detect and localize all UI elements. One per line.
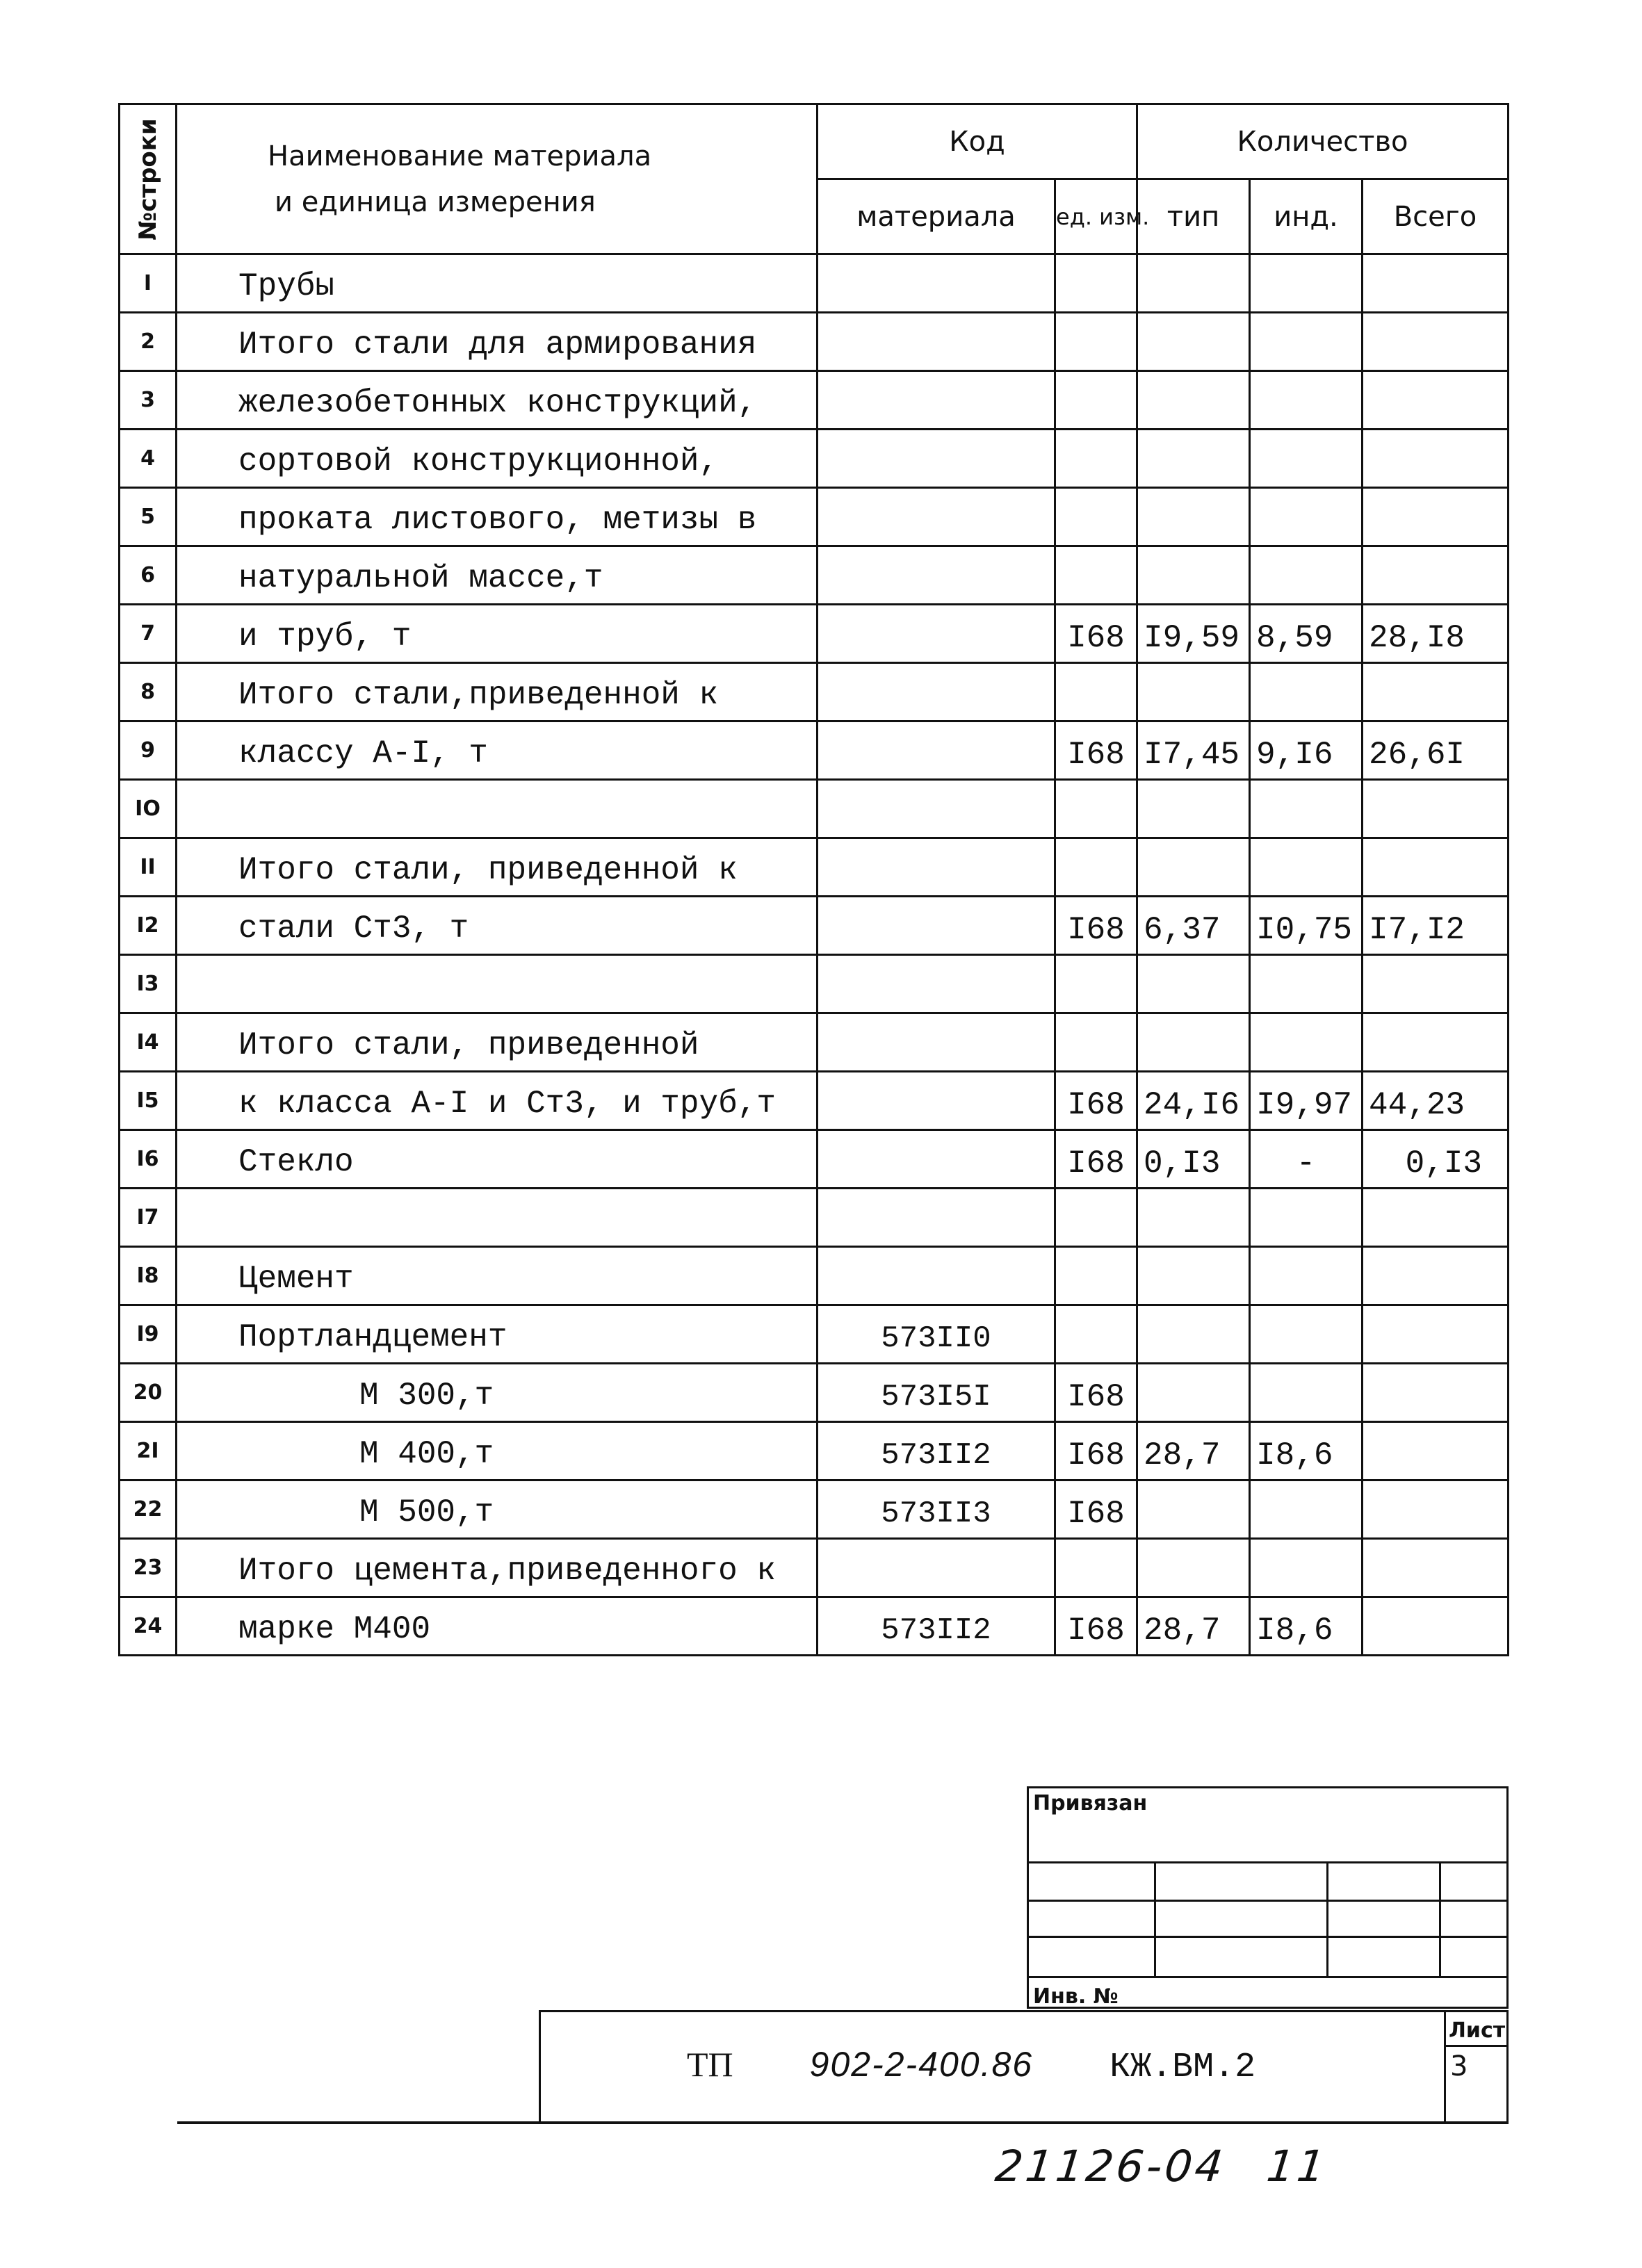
material-name-cell (177, 780, 818, 838)
material-code-cell (818, 780, 1055, 838)
qty-total-cell (1363, 313, 1509, 371)
attachment-divider-1 (1154, 1861, 1156, 1976)
qty-ind-cell: 8,59 (1250, 605, 1363, 663)
qty-ind-cell (1250, 430, 1363, 488)
unit-code-cell: I68 (1055, 1422, 1137, 1480)
unit-code-cell (1055, 838, 1137, 897)
material-name-cell: Стекло (177, 1130, 818, 1189)
unit-code-cell: I68 (1055, 1480, 1137, 1539)
qty-total-cell: 44,23 (1363, 1072, 1509, 1130)
unit-code-cell: I68 (1055, 1130, 1137, 1189)
row-number-cell: 3 (120, 371, 177, 430)
material-name-header-line1: Наименование материала (268, 140, 652, 172)
qty-type-cell (1137, 955, 1250, 1013)
qty-type-cell (1137, 1247, 1250, 1305)
unit-code-cell (1055, 371, 1137, 430)
sheet-number-box (1444, 2010, 1509, 2121)
material-code-cell (818, 605, 1055, 663)
material-code-cell (818, 663, 1055, 721)
material-name-cell: натуральной массе,т (177, 546, 818, 605)
material-code-cell (818, 1189, 1055, 1247)
qty-total-cell (1363, 780, 1509, 838)
qty-type-cell: 0,I3 (1137, 1130, 1250, 1189)
row-number-cell: I4 (120, 1013, 177, 1072)
row-number-header (120, 104, 177, 254)
unit-code-cell (1055, 1247, 1137, 1305)
table-row (120, 1422, 1509, 1480)
material-code-header: материала (818, 179, 1055, 254)
qty-total-cell: 0,I3 (1363, 1130, 1509, 1189)
qty-total-cell (1363, 1422, 1509, 1480)
qty-ind-cell: I8,6 (1250, 1597, 1363, 1656)
row-number-cell: 22 (120, 1480, 177, 1539)
material-code-cell: 573II2 (818, 1597, 1055, 1656)
unit-code-cell: I68 (1055, 897, 1137, 955)
material-code-cell (818, 1072, 1055, 1130)
row-number-cell: 7 (120, 605, 177, 663)
qty-ind-cell: 9,I6 (1250, 721, 1363, 780)
row-number-cell: 2I (120, 1422, 177, 1480)
qty-total-cell (1363, 1597, 1509, 1656)
qty-total-cell (1363, 1189, 1509, 1247)
material-code-cell: 573II3 (818, 1480, 1055, 1539)
qty-ind-cell (1250, 1480, 1363, 1539)
unit-code-cell (1055, 955, 1137, 1013)
unit-code-cell (1055, 546, 1137, 605)
table-row (120, 1072, 1509, 1130)
qty-type-cell: I9,59 (1137, 605, 1250, 663)
handwritten-page: 11 (1264, 2141, 1331, 2192)
qty-total-cell (1363, 1539, 1509, 1597)
unit-code-cell: I68 (1055, 1364, 1137, 1422)
table-row (120, 1364, 1509, 1422)
qty-ind-cell (1250, 1247, 1363, 1305)
material-code-cell (818, 838, 1055, 897)
attachment-divider-3 (1439, 1861, 1441, 1976)
qty-ind-cell: I0,75 (1250, 897, 1363, 955)
qty-total-cell (1363, 663, 1509, 721)
table-row (120, 488, 1509, 546)
qty-ind-cell (1250, 955, 1363, 1013)
document-code (687, 2044, 1255, 2087)
qty-total-cell (1363, 488, 1509, 546)
qty-type-cell (1137, 371, 1250, 430)
material-code-cell (818, 1130, 1055, 1189)
row-number-cell: II (120, 838, 177, 897)
unit-code-cell: I68 (1055, 1597, 1137, 1656)
material-name-header-line2: и единица измерения (275, 186, 596, 218)
material-code-cell (818, 371, 1055, 430)
row-number-cell: 20 (120, 1364, 177, 1422)
row-number-cell: 8 (120, 663, 177, 721)
material-name-cell: к класса А-I и Ст3, и труб,т (177, 1072, 818, 1130)
qty-type-cell (1137, 1013, 1250, 1072)
qty-ind-cell (1250, 1305, 1363, 1364)
qty-ind-cell (1250, 663, 1363, 721)
table-row (120, 897, 1509, 955)
material-name-cell (177, 955, 818, 1013)
sheet-separator (1446, 2045, 1509, 2047)
qty-type-cell (1137, 1364, 1250, 1422)
material-name-cell: М 400,т (177, 1422, 818, 1480)
attachment-line-2 (1029, 1900, 1509, 1902)
qty-total-cell: I7,I2 (1363, 897, 1509, 955)
qty-type-cell (1137, 838, 1250, 897)
unit-code-cell: I68 (1055, 721, 1137, 780)
qty-ind-cell: I9,97 (1250, 1072, 1363, 1130)
unit-code-cell (1055, 254, 1137, 313)
table-row (120, 1130, 1509, 1189)
attachment-line-3 (1029, 1936, 1509, 1938)
qty-type-cell (1137, 1189, 1250, 1247)
drawing-mark: КЖ.ВМ.2 (1109, 2048, 1256, 2087)
material-code-cell: 573I5I (818, 1364, 1055, 1422)
row-number-cell: IO (120, 780, 177, 838)
qty-type-cell (1137, 313, 1250, 371)
sheet-number: 3 (1450, 2050, 1468, 2082)
unit-code-cell (1055, 1305, 1137, 1364)
unit-code-cell (1055, 663, 1137, 721)
material-name-cell: Трубы (177, 254, 818, 313)
unit-code-cell: I68 (1055, 605, 1137, 663)
qty-total-header: Всего (1363, 179, 1509, 254)
qty-ind-cell (1250, 780, 1363, 838)
row-number-cell: I3 (120, 955, 177, 1013)
qty-ind-cell (1250, 546, 1363, 605)
quantity-group-header: Количество (1137, 104, 1509, 179)
qty-total-cell (1363, 1013, 1509, 1072)
qty-type-cell (1137, 663, 1250, 721)
attachment-line-4 (1029, 1976, 1509, 1978)
attachment-divider-2 (1326, 1861, 1328, 1976)
qty-total-cell: 26,6I (1363, 721, 1509, 780)
qty-ind-header: инд. (1250, 179, 1363, 254)
material-name-cell (177, 1189, 818, 1247)
table-row (120, 313, 1509, 371)
qty-ind-cell (1250, 1013, 1363, 1072)
unit-code-cell (1055, 313, 1137, 371)
table-row (120, 1597, 1509, 1656)
qty-ind-cell (1250, 313, 1363, 371)
title-bar (539, 2010, 1509, 2121)
qty-type-cell: 6,37 (1137, 897, 1250, 955)
material-name-cell: марке М400 (177, 1597, 818, 1656)
qty-ind-cell (1250, 1364, 1363, 1422)
table-row (120, 1189, 1509, 1247)
qty-type-cell (1137, 254, 1250, 313)
row-number-cell: 24 (120, 1597, 177, 1656)
unit-code-cell (1055, 1189, 1137, 1247)
material-name-cell: стали Ст3, т (177, 897, 818, 955)
qty-total-cell (1363, 254, 1509, 313)
handwritten-code: 21126-04 (993, 2141, 1228, 2192)
row-number-cell: I6 (120, 1130, 177, 1189)
table-row (120, 1480, 1509, 1539)
material-name-cell: и труб, т (177, 605, 818, 663)
material-code-cell (818, 313, 1055, 371)
qty-total-cell (1363, 546, 1509, 605)
row-number-cell: 6 (120, 546, 177, 605)
qty-type-cell (1137, 1480, 1250, 1539)
qty-type-cell (1137, 1539, 1250, 1597)
qty-ind-cell: I8,6 (1250, 1422, 1363, 1480)
qty-type-cell (1137, 1305, 1250, 1364)
qty-ind-cell (1250, 488, 1363, 546)
material-code-cell: 573II2 (818, 1422, 1055, 1480)
row-number-header-label: №строки (133, 117, 162, 240)
materials-table-body (120, 254, 1509, 1656)
material-name-cell: Итого стали, приведенной к (177, 838, 818, 897)
qty-total-cell (1363, 430, 1509, 488)
table-row (120, 663, 1509, 721)
table-row (120, 371, 1509, 430)
attachment-block (1027, 1786, 1509, 2009)
table-row (120, 254, 1509, 313)
material-code-cell (818, 1013, 1055, 1072)
material-name-cell: Итого стали, приведенной (177, 1013, 818, 1072)
tp-label: ТП (687, 2045, 733, 2084)
material-code-cell: 573II0 (818, 1305, 1055, 1364)
qty-total-cell (1363, 838, 1509, 897)
row-number-cell: I7 (120, 1189, 177, 1247)
qty-ind-cell (1250, 1539, 1363, 1597)
qty-total-cell: 28,I8 (1363, 605, 1509, 663)
qty-type-cell (1137, 780, 1250, 838)
qty-type-cell (1137, 488, 1250, 546)
qty-type-cell: 28,7 (1137, 1597, 1250, 1656)
material-name-header (177, 104, 818, 254)
row-number-cell: I8 (120, 1247, 177, 1305)
row-number-cell: I9 (120, 1305, 177, 1364)
unit-code-cell (1055, 488, 1137, 546)
row-number-cell: I5 (120, 1072, 177, 1130)
table-row (120, 780, 1509, 838)
material-name-cell: Портландцемент (177, 1305, 818, 1364)
table-row (120, 838, 1509, 897)
row-number-cell: 5 (120, 488, 177, 546)
qty-total-cell (1363, 1480, 1509, 1539)
unit-code-cell: I68 (1055, 1072, 1137, 1130)
unit-code-cell (1055, 430, 1137, 488)
qty-ind-cell (1250, 1189, 1363, 1247)
material-name-cell: классу А-I, т (177, 721, 818, 780)
handwritten-archive-number (993, 2141, 1330, 2192)
table-row (120, 546, 1509, 605)
table-row (120, 1013, 1509, 1072)
table-row (120, 430, 1509, 488)
unit-code-cell (1055, 780, 1137, 838)
qty-total-cell (1363, 955, 1509, 1013)
qty-total-cell (1363, 1247, 1509, 1305)
material-name-cell: М 300,т (177, 1364, 818, 1422)
row-number-cell: 4 (120, 430, 177, 488)
unit-code-cell (1055, 1013, 1137, 1072)
table-row (120, 1247, 1509, 1305)
material-name-cell: железобетонных конструкций, (177, 371, 818, 430)
code-group-header: Код (818, 104, 1137, 179)
material-name-cell: Цемент (177, 1247, 818, 1305)
qty-total-cell (1363, 371, 1509, 430)
qty-ind-cell (1250, 838, 1363, 897)
table-row (120, 605, 1509, 663)
bottom-border-line (177, 2121, 1509, 2124)
row-number-cell: I (120, 254, 177, 313)
sheet-label: Лист (1449, 2018, 1506, 2043)
attached-label: Привязан (1033, 1791, 1148, 1816)
row-number-cell: 9 (120, 721, 177, 780)
attachment-line-1 (1029, 1861, 1509, 1863)
qty-ind-cell (1250, 254, 1363, 313)
material-name-cell: Итого цемента,приведенного к (177, 1539, 818, 1597)
material-code-cell (818, 1539, 1055, 1597)
inventory-number-label: Инв. № (1033, 1984, 1119, 2009)
qty-ind-cell (1250, 371, 1363, 430)
row-number-cell: 23 (120, 1539, 177, 1597)
material-name-cell: Итого стали,приведенной к (177, 663, 818, 721)
qty-type-cell: 24,I6 (1137, 1072, 1250, 1130)
qty-ind-cell: - (1250, 1130, 1363, 1189)
material-name-cell: проката листового, метизы в (177, 488, 818, 546)
qty-total-cell (1363, 1305, 1509, 1364)
unit-code-header: ед. изм. (1055, 179, 1137, 254)
qty-type-cell: I7,45 (1137, 721, 1250, 780)
table-row (120, 1539, 1509, 1597)
table-row (120, 721, 1509, 780)
material-code-cell (818, 488, 1055, 546)
qty-type-cell (1137, 430, 1250, 488)
material-code-cell (818, 254, 1055, 313)
material-name-cell: М 500,т (177, 1480, 818, 1539)
row-number-cell: 2 (120, 313, 177, 371)
table-row (120, 1305, 1509, 1364)
material-code-cell (818, 897, 1055, 955)
project-number: 902-2-400.86 (809, 2045, 1034, 2084)
material-code-cell (818, 721, 1055, 780)
row-number-cell: I2 (120, 897, 177, 955)
material-code-cell (818, 1247, 1055, 1305)
qty-type-header: тип (1137, 179, 1250, 254)
table-row (120, 955, 1509, 1013)
material-name-cell: Итого стали для армирования (177, 313, 818, 371)
unit-code-cell (1055, 1539, 1137, 1597)
qty-total-cell (1363, 1364, 1509, 1422)
material-code-cell (818, 546, 1055, 605)
qty-type-cell: 28,7 (1137, 1422, 1250, 1480)
material-code-cell (818, 430, 1055, 488)
material-code-cell (818, 955, 1055, 1013)
qty-type-cell (1137, 546, 1250, 605)
material-name-cell: сортовой конструкционной, (177, 430, 818, 488)
materials-table (118, 103, 1509, 1656)
